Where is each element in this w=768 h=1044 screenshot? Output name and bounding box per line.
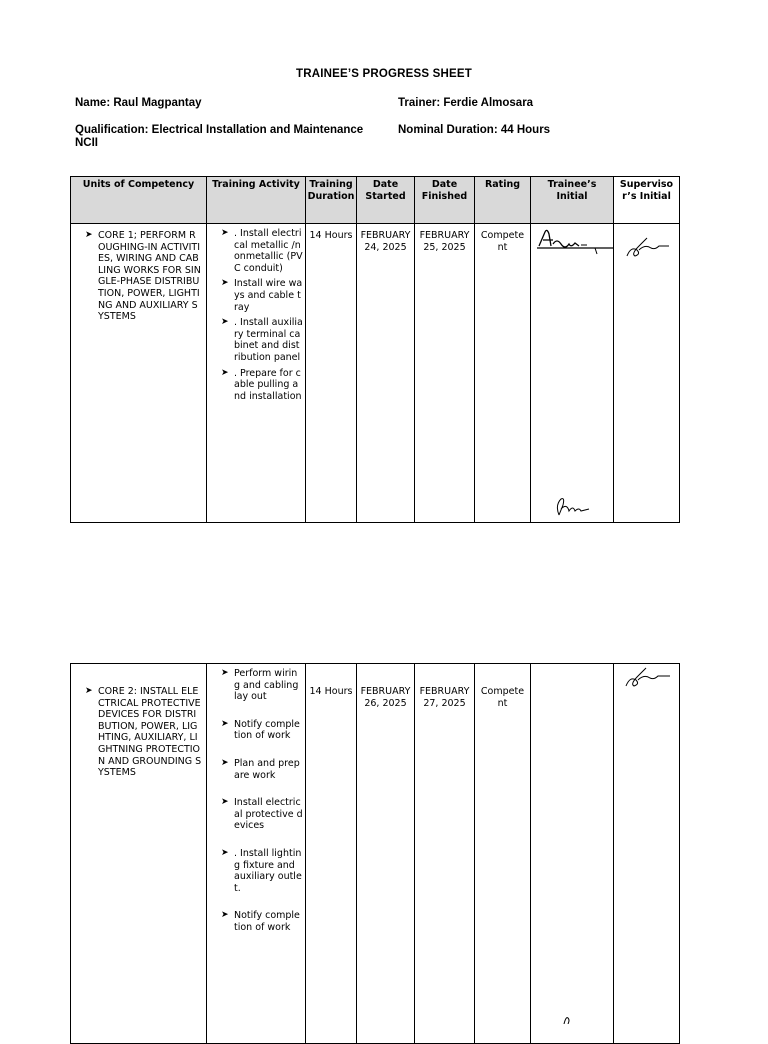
progress-table-2 — [70, 663, 680, 1044]
header-activity: Training Activity — [207, 177, 306, 224]
date-started-cell: FEBRUARY 24, 2025 — [357, 224, 415, 523]
duration-cell: 14 Hours — [306, 664, 357, 1044]
list-item: ➤ . Install auxiliary terminal cabinet and distribution panel — [221, 317, 303, 363]
nominal-duration: Nominal Duration: 44 Hours — [398, 124, 551, 136]
header-duration: Training Duration — [306, 177, 357, 224]
arrow-bullet-icon: ➤ — [221, 718, 229, 729]
arrow-bullet-icon: ➤ — [221, 228, 229, 238]
document-title: TRAINEE’S PROGRESS SHEET — [295, 68, 473, 80]
arrow-bullet-icon: ➤ — [221, 757, 229, 768]
arrow-bullet-icon: ➤ — [85, 686, 93, 696]
table-row — [71, 224, 680, 523]
date-finished-cell: FEBRUARY 27, 2025 — [415, 664, 475, 1044]
arrow-bullet-icon: ➤ — [221, 317, 229, 328]
list-item: ➤ Notify completion of work — [221, 910, 300, 933]
activity-cell — [207, 224, 306, 523]
arrow-bullet-icon: ➤ — [221, 367, 229, 378]
duration-cell: 14 Hours — [306, 224, 357, 523]
header-date-finished: Date Finished — [415, 177, 475, 224]
arrow-bullet-icon: ➤ — [221, 668, 229, 678]
trainee-signature-3 — [560, 1014, 574, 1024]
arrow-bullet-icon: ➤ — [221, 847, 229, 858]
header-date-started: Date Started — [357, 177, 415, 224]
arrow-bullet-icon: ➤ — [221, 910, 229, 921]
rating-cell: Competent — [475, 664, 531, 1044]
header-trainee-initial: Trainee’s Initial — [531, 177, 614, 224]
list-item: ➤ . Install lighting fixture and auxiliary outlet. — [221, 847, 302, 894]
list-item: ➤ . Prepare for cable pulling and installation — [221, 367, 302, 402]
rating-cell: Competent — [475, 224, 531, 523]
date-started-cell: FEBRUARY 26, 2025 — [357, 664, 415, 1044]
arrow-bullet-icon: ➤ — [85, 230, 93, 240]
header-units: Units of Competency — [71, 177, 207, 224]
list-item: ➤ Notify completion of work — [221, 718, 300, 742]
list-item: ➤ Perform wiring and cabling lay out — [221, 668, 299, 703]
activity-cell — [207, 664, 306, 1044]
supervisor-initial-cell — [614, 664, 680, 1044]
header-supervisor-initial: Supervisor’s Initial — [614, 177, 680, 224]
list-item: ➤ . Install electrical metallic /nonmetallic (PVC conduit) — [221, 228, 303, 274]
date-finished-cell: FEBRUARY 25, 2025 — [415, 224, 475, 523]
unit-cell — [71, 224, 207, 523]
supervisor-signature-2 — [624, 664, 672, 690]
table-row — [71, 664, 680, 1044]
unit-cell — [71, 664, 207, 1044]
trainee-signature-1 — [535, 224, 615, 258]
trainee-initial-cell — [531, 664, 614, 1044]
trainer-name: Trainer: Ferdie Almosara — [398, 97, 534, 109]
supervisor-signature-1 — [625, 234, 671, 260]
qualification: Qualification: Electrical Installation and Maintenance NCII — [75, 124, 364, 149]
unit-text: CORE 2: INSTALL ELECTRICAL PROTECTIVE DEVICES FOR DISTRIBUTION, POWER, LIGHTING, AUXILIARY, LIGHTNING PROTECTION AND GROUNDING SYSTEMS — [98, 686, 202, 779]
unit-text: CORE 1; PERFORM ROUGHING-IN ACTIVITIES, WIRING AND CABLING WORKS FOR SINGLE-PHASE DISTRIBUTION, POWER, LIGHTING AND AUXILIARY SYSTEMS — [98, 230, 201, 323]
trainee-initial-cell — [531, 224, 614, 523]
trainee-signature-2 — [553, 493, 593, 519]
supervisor-initial-cell — [614, 224, 680, 523]
list-item: ➤ Install wire ways and cable tray — [221, 278, 303, 313]
header-rating: Rating — [475, 177, 531, 224]
list-item: ➤ Plan and prepare work — [221, 757, 300, 781]
arrow-bullet-icon: ➤ — [221, 278, 229, 289]
trainee-name: Name: Raul Magpantay — [75, 97, 202, 109]
arrow-bullet-icon: ➤ — [221, 797, 229, 808]
list-item: ➤ Install electrical protective devices — [221, 797, 303, 832]
